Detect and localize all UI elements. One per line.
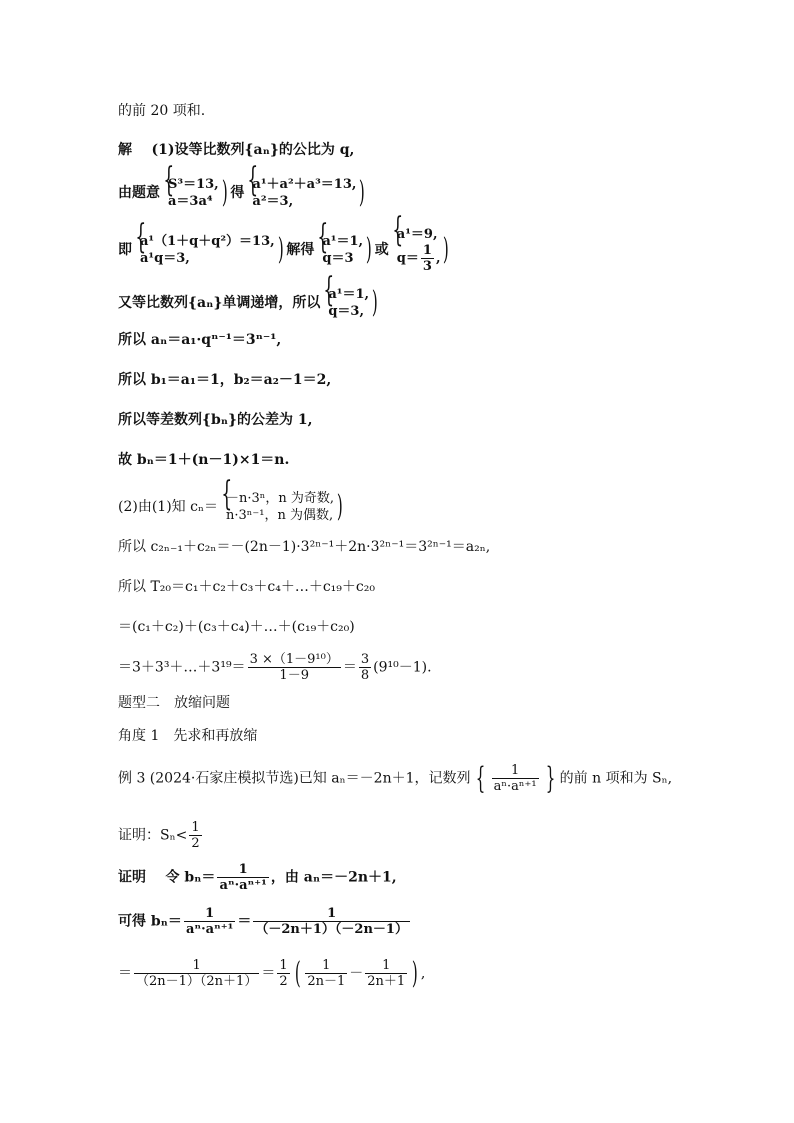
- equation-line: ＝3＋3³＋…＋3¹⁹＝ $\frac{\text{3 ×（1－9¹⁰）}}{1-9}$ ＝ $\frac{3}{8}$ (9¹⁰－1).: [118, 652, 432, 683]
- solution-label: 解: [118, 142, 132, 158]
- subsection-heading: 角度 1 先求和再放缩: [118, 728, 258, 744]
- fraction: $\frac{1}{2n+1}$: [367, 958, 406, 989]
- text-segment: 由题意: [118, 185, 160, 201]
- equation-system: { a¹＝9, q＝ $\frac{1}{3}$ ,: [389, 226, 441, 274]
- text-segment: 解得: [286, 242, 315, 258]
- equation-system: { a¹（1＋q＋q²）＝13, a¹q＝3,: [132, 233, 275, 267]
- fraction: $\frac{1}{(2n-1)(2n+1)}$: [136, 958, 258, 989]
- fraction: $\frac{1}{2}$: [279, 958, 288, 989]
- text-segment: 或: [374, 242, 389, 258]
- fraction: $\frac{\text{3 ×（1－9¹⁰）}}{1-9}$: [249, 652, 339, 683]
- equation-line: 由题意 { S³＝13, a＝3a⁴ ) 得 { a¹＋a²＋a³＝13, a²＝3, ): [118, 176, 368, 210]
- equation-system: { a¹＝1, q＝3: [314, 233, 363, 267]
- equation-system: { a¹＋a²＋a³＝13, a²＝3,: [244, 176, 356, 210]
- text-line: 所以 aₙ＝a₁·qⁿ⁻¹＝3ⁿ⁻¹,: [118, 332, 282, 348]
- section-heading: 题型二 放缩问题: [118, 695, 230, 711]
- solution-heading-line: [118, 140, 354, 160]
- text-line: ＝(c₁＋c₂)＋(c₃＋c₄)＋…＋(c₁₉＋c₂₀): [118, 619, 355, 635]
- equation-system: { a¹＝1, q＝3,: [320, 286, 369, 320]
- equation-system: { －n·3ⁿ，n 为奇数, n·3ⁿ⁻¹，n 为偶数,: [218, 490, 334, 524]
- text-segment: (2)由(1)知 cₙ＝: [118, 499, 219, 515]
- equation-line: 又等比数列{aₙ}单调递增，所以 { a¹＝1, q＝3, ): [118, 286, 381, 320]
- proof-label: 证明: [118, 869, 146, 886]
- equation-line: ＝ $\frac{1}{(2n-1)(2n+1)}$ ＝ $\frac{1}{2}$ ( $\frac{1}{2n-1}$ － $\frac{1}{2n+1}$ ) ,: [118, 955, 426, 991]
- fraction: $\frac{1}{\text{aⁿ·aⁿ⁺¹}}$: [493, 763, 537, 794]
- equation-line: (2)由(1)知 cₙ＝ { －n·3ⁿ，n 为奇数, n·3ⁿ⁻¹，n 为偶数, ): [118, 490, 346, 524]
- text-line: 所以等差数列{bₙ}的公差为 1,: [118, 412, 313, 428]
- equation-system: { S³＝13, a＝3a⁴: [160, 176, 219, 210]
- text-line: 所以 c₂ₙ₋₁＋c₂ₙ＝－(2n－1)·3²ⁿ⁻¹＋2n·3²ⁿ⁻¹＝3²ⁿ⁻¹＝a₂ₙ,: [118, 539, 491, 555]
- text-segment: (1)设等比数列{aₙ}的公比为 q,: [151, 142, 355, 158]
- fraction: $\frac{1}{(-2n+1)(-2n-1)}$: [255, 906, 408, 937]
- fraction: $\frac{1}{3}$: [422, 243, 432, 274]
- fraction: $\frac{1}{\text{aⁿ·aⁿ⁺¹}}$: [185, 906, 234, 937]
- equation-line: 即 { a¹（1＋q＋q²）＝13, a¹q＝3, ) 解得 { a¹＝1, q＝3 ) 或 { a¹＝9, q＝ $\frac{1}{3}$ , ): [118, 226, 452, 274]
- example-line: 例 3 (2024·石家庄模拟节选)已知 aₙ＝－2n＋1，记数列 { $\frac{1}{\text{aⁿ·aⁿ⁺¹}}$ } 的前 n 项和为 Sₙ,: [118, 760, 673, 796]
- fraction: $\frac{1}{2n-1}$: [307, 958, 346, 989]
- text-line: 所以 T₂₀＝c₁＋c₂＋c₃＋c₄＋…＋c₁₉＋c₂₀: [118, 579, 375, 595]
- text-segment: 得: [230, 185, 245, 201]
- fraction: $\frac{1}{2}$: [191, 820, 200, 851]
- text-line: 的前 20 项和.: [118, 103, 206, 119]
- text-line: 故 bₙ＝1＋(n－1)×1＝n.: [118, 452, 290, 468]
- proof-line: 证明 令 bₙ＝ $\frac{1}{\text{aⁿ·aⁿ⁺¹}}$ ，由 aₙ＝－2n＋1,: [118, 862, 397, 893]
- equation-line: 可得 bₙ＝ $\frac{1}{\text{aⁿ·aⁿ⁺¹}}$ ＝ $\frac{1}{(-2n+1)(-2n-1)}$: [118, 906, 408, 937]
- fraction: $\frac{3}{8}$: [360, 652, 370, 683]
- fraction: $\frac{1}{\text{aⁿ·aⁿ⁺¹}}$: [219, 862, 267, 893]
- text-segment: 即: [118, 242, 132, 258]
- text-segment: 又等比数列{aₙ}单调递增，所以: [118, 295, 321, 311]
- text-line: 所以 b₁＝a₁＝1，b₂＝a₂－1＝2,: [118, 372, 332, 388]
- text-line: 证明：Sₙ< $\frac{1}{2}$: [118, 820, 200, 851]
